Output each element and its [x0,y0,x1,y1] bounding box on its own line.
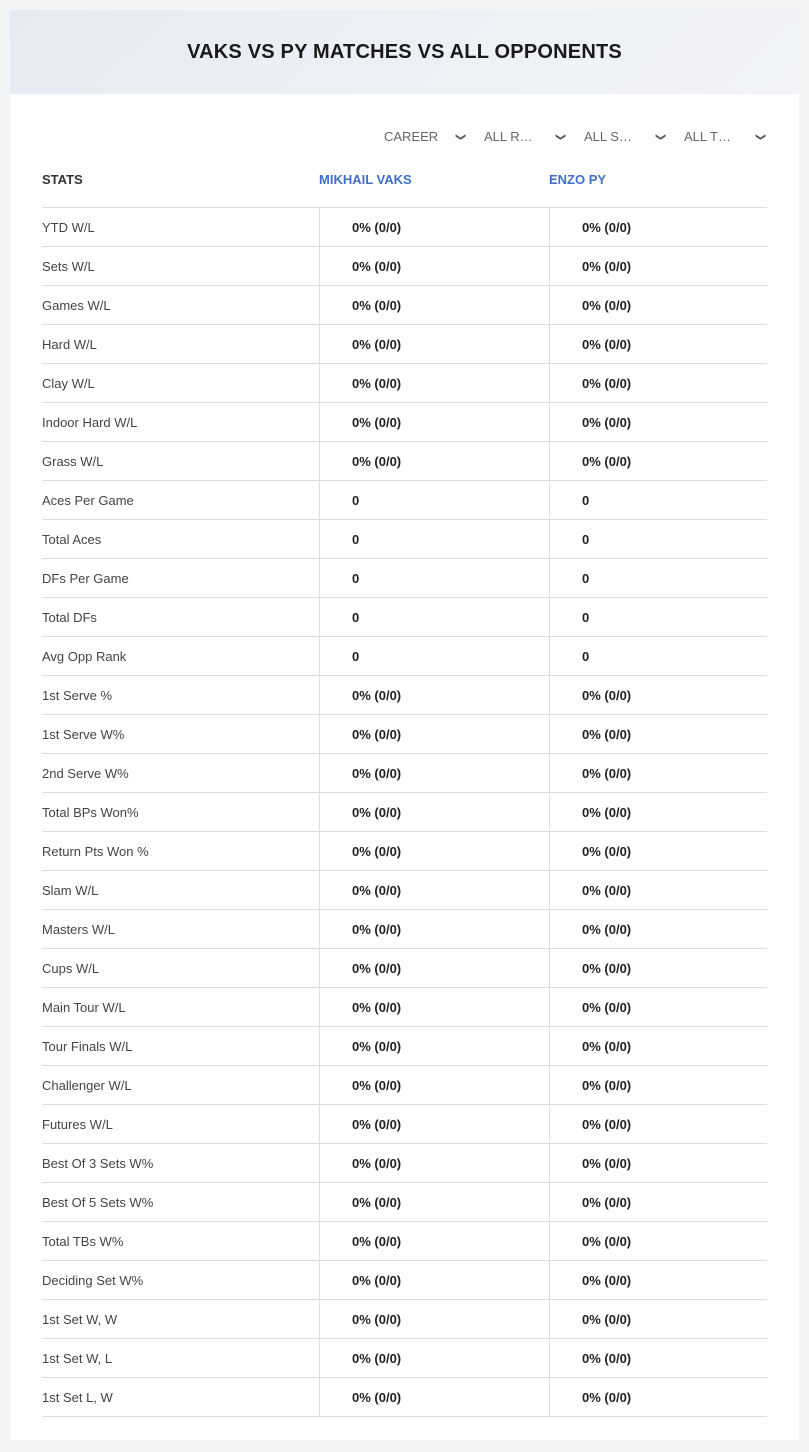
stat-label: 1st Set W, L [42,1350,113,1366]
table-row [42,637,767,676]
player2-value: 0% (0/0) [549,793,767,831]
player2-value: 0% (0/0) [549,1339,767,1377]
filter-period-select[interactable] [374,128,474,146]
filter-bar [374,128,774,146]
table-row [42,325,767,364]
player1-value: 0% (0/0) [319,1183,549,1221]
filter-label: CAREER [384,129,439,144]
stat-label: Total DFs [42,609,97,625]
player2-value: 0% (0/0) [549,364,767,402]
chevron-down-icon: ❯ [554,132,566,142]
chevron-down-icon: ❯ [754,132,766,142]
stat-label: YTD W/L [42,219,95,235]
player2-value: 0% (0/0) [549,949,767,987]
stats-table [42,170,767,1417]
player2-value: 0% (0/0) [549,1378,767,1416]
stat-label: Grass W/L [42,453,104,469]
player2-value: 0% (0/0) [549,247,767,285]
player1-value: 0% (0/0) [319,988,549,1026]
player2-value: 0 [549,559,767,597]
table-row [42,1027,767,1066]
player2-value: 0% (0/0) [549,1183,767,1221]
stat-label: DFs Per Game [42,570,129,586]
stat-label: 2nd Serve W% [42,765,129,781]
player2-value: 0% (0/0) [549,403,767,441]
player1-value: 0% (0/0) [319,1222,549,1260]
filter-surface-select[interactable] [574,128,674,146]
player2-value: 0 [549,520,767,558]
player1-value: 0% (0/0) [319,325,549,363]
filter-label: ALL R… [484,129,533,144]
player2-value: 0% (0/0) [549,1300,767,1338]
stat-label: Best Of 3 Sets W% [42,1155,154,1171]
player1-value: 0% (0/0) [319,793,549,831]
card-header [10,10,799,94]
player2-value: 0% (0/0) [549,286,767,324]
filter-round-select[interactable] [474,128,574,146]
player2-value: 0% (0/0) [549,325,767,363]
table-row [42,1144,767,1183]
player1-link[interactable]: MIKHAIL VAKS [319,172,412,187]
player2-value: 0% (0/0) [549,442,767,480]
table-row [42,1339,767,1378]
column-header-stats: STATS [42,172,83,187]
stat-label: Main Tour W/L [42,999,126,1015]
player1-value: 0% (0/0) [319,403,549,441]
table-row [42,988,767,1027]
stat-label: Hard W/L [42,336,97,352]
player2-value: 0 [549,481,767,519]
table-row [42,403,767,442]
player1-value: 0% (0/0) [319,286,549,324]
player1-value: 0% (0/0) [319,715,549,753]
page-title: VAKS VS PY MATCHES VS ALL OPPONENTS [187,40,622,63]
table-row [42,832,767,871]
player2-link[interactable]: ENZO PY [549,172,607,187]
player1-value: 0% (0/0) [319,1066,549,1104]
stat-label: Avg Opp Rank [42,648,127,664]
player2-value: 0 [549,598,767,636]
player1-value: 0% (0/0) [319,1144,549,1182]
stat-label: Challenger W/L [42,1077,132,1093]
player1-value: 0% (0/0) [319,949,549,987]
player2-value: 0% (0/0) [549,1222,767,1260]
stat-label: Slam W/L [42,882,99,898]
stat-label: Tour Finals W/L [42,1038,133,1054]
table-row [42,1183,767,1222]
stat-label: 1st Set L, W [42,1389,113,1405]
player2-value: 0% (0/0) [549,715,767,753]
player2-value: 0% (0/0) [549,988,767,1026]
player1-value: 0% (0/0) [319,364,549,402]
stat-label: Indoor Hard W/L [42,414,138,430]
stat-label: 1st Serve % [42,687,113,703]
player2-value: 0% (0/0) [549,1027,767,1065]
player2-value: 0% (0/0) [549,754,767,792]
player1-value: 0% (0/0) [319,1027,549,1065]
stat-label: Best Of 5 Sets W% [42,1194,154,1210]
table-row [42,676,767,715]
player2-value: 0% (0/0) [549,1066,767,1104]
table-row [42,286,767,325]
player1-value: 0 [319,598,549,636]
filter-label: ALL T… [684,129,731,144]
player2-value: 0% (0/0) [549,208,767,246]
table-header [42,170,767,208]
table-row [42,1300,767,1339]
table-row [42,520,767,559]
table-row [42,1222,767,1261]
player1-value: 0 [319,520,549,558]
stat-label: Sets W/L [42,258,95,274]
stat-label: Masters W/L [42,921,115,937]
player2-value: 0% (0/0) [549,1261,767,1299]
table-row [42,208,767,247]
table-row [42,910,767,949]
stat-label: Futures W/L [42,1116,113,1132]
player2-value: 0% (0/0) [549,1105,767,1143]
player2-value: 0% (0/0) [549,676,767,714]
chevron-down-icon: ❯ [654,132,666,142]
stat-label: Total TBs W% [42,1233,124,1249]
player2-value: 0% (0/0) [549,832,767,870]
player1-value: 0% (0/0) [319,1339,549,1377]
table-body [42,208,767,1417]
table-row [42,1378,767,1417]
stat-label: Deciding Set W% [42,1272,144,1288]
table-row [42,871,767,910]
player1-value: 0% (0/0) [319,1300,549,1338]
stat-label: 1st Set W, W [42,1311,118,1327]
table-row [42,247,767,286]
player1-value: 0% (0/0) [319,754,549,792]
player2-value: 0% (0/0) [549,1144,767,1182]
table-row [42,754,767,793]
table-row [42,559,767,598]
stat-label: Cups W/L [42,960,100,976]
table-row [42,481,767,520]
stat-label: Total Aces [42,531,102,547]
table-row [42,949,767,988]
chevron-down-icon: ❯ [454,132,466,142]
table-row [42,1066,767,1105]
stat-label: Games W/L [42,297,111,313]
player1-value: 0 [319,637,549,675]
player1-value: 0% (0/0) [319,247,549,285]
filter-label: ALL S… [584,129,632,144]
player1-value: 0% (0/0) [319,832,549,870]
player2-value: 0% (0/0) [549,871,767,909]
stats-card [10,10,799,1440]
table-row [42,793,767,832]
stat-label: Aces Per Game [42,492,134,508]
stat-label: Clay W/L [42,375,95,391]
table-row [42,442,767,481]
player1-value: 0% (0/0) [319,676,549,714]
player2-value: 0% (0/0) [549,910,767,948]
player1-value: 0% (0/0) [319,910,549,948]
player1-value: 0% (0/0) [319,442,549,480]
table-row [42,1261,767,1300]
stat-label: 1st Serve W% [42,726,125,742]
table-row [42,715,767,754]
player1-value: 0 [319,559,549,597]
table-row [42,598,767,637]
player1-value: 0% (0/0) [319,871,549,909]
stat-label: Return Pts Won % [42,843,149,859]
player1-value: 0% (0/0) [319,1261,549,1299]
player1-value: 0% (0/0) [319,208,549,246]
player1-value: 0% (0/0) [319,1105,549,1143]
table-row [42,1105,767,1144]
filter-tournament-select[interactable] [674,128,774,146]
table-row [42,364,767,403]
player2-value: 0 [549,637,767,675]
stat-label: Total BPs Won% [42,804,139,820]
player1-value: 0 [319,481,549,519]
player1-value: 0% (0/0) [319,1378,549,1416]
